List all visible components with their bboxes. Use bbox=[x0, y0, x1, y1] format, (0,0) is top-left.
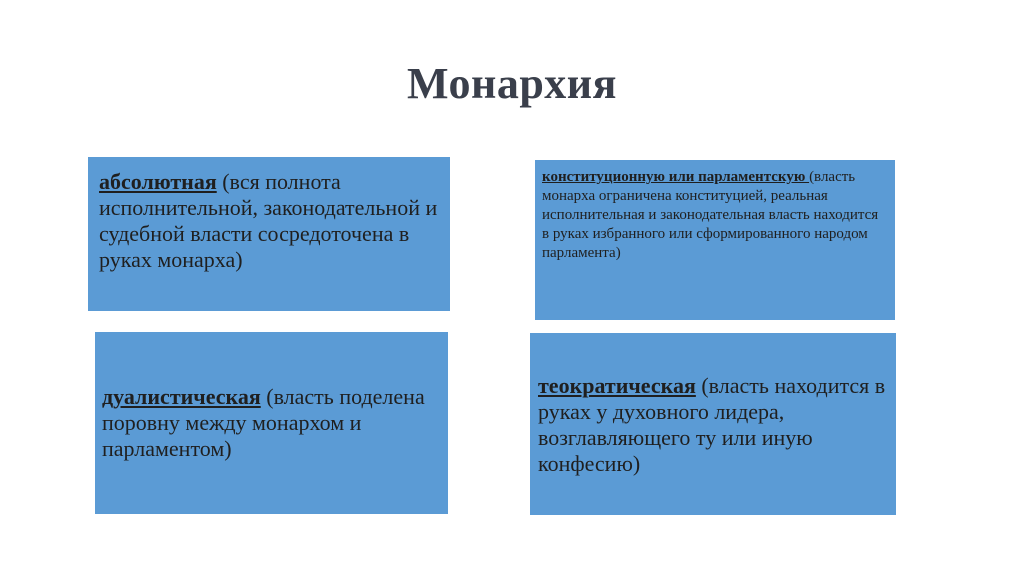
dualistic-description: (власть поделена поровну между монархом и парламентом) bbox=[102, 384, 425, 461]
absolute-description: (вся полнота исполнительной, законодательной и судебной власти сосредоточена в руках монарха) bbox=[99, 169, 438, 272]
dualistic-monarchy-box bbox=[95, 332, 448, 514]
dualistic-term: дуалистическая bbox=[102, 384, 261, 409]
theocratic-description: (власть находится в руках у духовного лидера, возглавляющего ту или иную конфесию) bbox=[538, 373, 886, 476]
theocratic-monarchy-box bbox=[530, 333, 896, 515]
constitutional-term: конституционную или парламентскую bbox=[542, 169, 810, 185]
constitutional-monarchy-box bbox=[535, 160, 895, 320]
absolute-monarchy-box bbox=[88, 157, 450, 311]
constitutional-description: (власть монарха ограничена конституцией, реальная исполнительная и законодательная власть находится в руках избранного или сформированного народом парламента) bbox=[542, 169, 879, 261]
theocratic-term: теократическая bbox=[538, 373, 696, 398]
slide-title: Монархия bbox=[407, 59, 617, 108]
absolute-term: абсолютная bbox=[99, 169, 217, 194]
